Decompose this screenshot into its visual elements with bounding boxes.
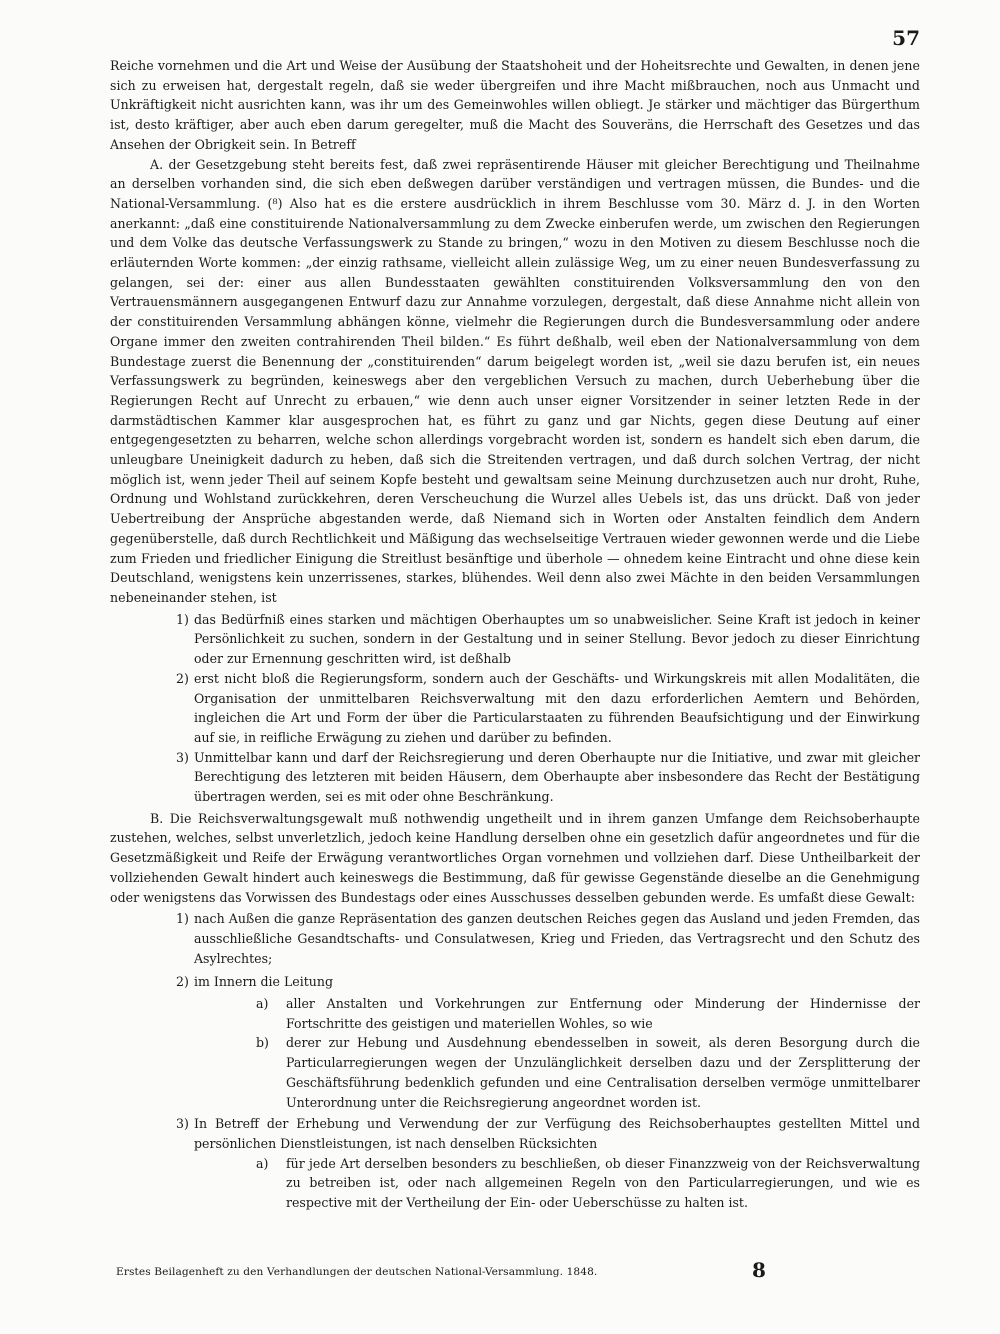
list-marker: a): [256, 1155, 269, 1171]
sublist-item: [110, 994, 920, 1033]
list-a: [110, 610, 920, 807]
list-marker: a): [256, 996, 269, 1012]
list-item: [110, 669, 920, 748]
list-item-text: Unmittelbar kann und darf der Reichsregierung und deren Oberhaupte nur die Initiative, und zwar mit gleicher Berechtigung des letzteren mit beiden Häusern, dem Oberhaupte aber insbesondere das Recht der Bestätigung übertragen werden, sei es mit oder ohne Beschränkung.: [194, 749, 920, 805]
paragraph-a-legislation: A. der Gesetzgebung steht bereits fest, daß zwei repräsentirende Häuser mit gleicher Berechtigung und Theilnahme an derselben vorhanden sind, die sich eben deßwegen darüber verständigen und vertragen müssen, die Bundes- und die National-Versammlung. (⁸) Also hat es die erstere ausdrücklich in ihrem Beschlusse vom 30. März d. J. in den Worten anerkannt: „daß eine constituirende Nationalversammlung zu dem Zwecke einberufen werde, um zwischen den Regierungen und dem Volke das deutsche Verfassungswerk zu Stande zu bringen,“ wozu in den Motiven zu diesem Beschlusse noch die erläuternden Worte kommen: „der einzig rathsame, vielleicht allein zulässige Weg, um zu einer neuen Bundesverfassung zu gelangen, sei der: einer aus allen Bundesstaaten gewählten constituirenden Volksversammlung den von den Vertrauensmännern ausgegangenen Entwurf dazu zur Annahme vorzulegen, dergestalt, daß diese Annahme nicht allein von der constituirenden Versammlung abhängen könne, vielmehr die Regierungen durch die Bundesversammlung oder andere Organe immer den zweiten contrahirenden Theil bilden.“ Es führt deßhalb, weil eben der Nationalversammlung von dem Bundestage zuerst die Benennung der „constituirenden“ darum beigelegt worden ist, „weil sie dazu berufen ist, ein neues Verfassungswerk zu begründen, keineswegs aber den vergeblichen Versuch zu machen, durch Ueberhebung über die Regierungen Recht auf Unrecht zu erbauen,“ wie denn auch unser eigner Vorsitzender in seiner letzten Rede in der darmstädtischen Kammer klar ausgesprochen hat, es führt zu ganz und gar Nichts, gegen diese Deutung auf einer entgegengesetzten zu beharren, welche schon allerdings vorgebracht worden ist, sondern es handelt sich eben darum, die unleugbare Uneinigkeit dadurch zu heben, daß sich die Streitenden vertragen, und daß durch solchen Vertrag, der nicht möglich ist, wenn jeder Theil auf seinem Kopfe besteht und gewaltsam seine Meinung durchzusetzen auch nur droht, Ruhe, Ordnung und Wohlstand zurückkehren, deren Verscheuchung die Wurzel alles Uebels ist, das uns drückt. Daß von jeder Uebertreibung der Ansprüche abgestanden werde, daß Niemand sich in Worten oder Anstalten feindlich dem Andern gegenüberstelle, daß durch Rechtlichkeit und Mäßigung das wechselseitige Vertrauen wieder gewonnen werde und die Liebe zum Frieden und friedlicher Einigung die Streitlust besänftige und überhole — ohnedem keine Eintracht und ohne diese kein Deutschland, wenigstens kein unzerrissenes, starkes, blühendes. Weil denn also zwei Mächte in den beiden Versammlungen nebeneinander stehen, ist: [110, 156, 920, 605]
list-marker: 1): [176, 611, 189, 627]
footer-source-note: Erstes Beilagenheft zu den Verhandlungen der deutschen National-Versammlung. 1848.: [116, 1266, 598, 1278]
list-marker: 3): [176, 1116, 189, 1132]
list-item: [110, 748, 920, 807]
list-item-text: aller Anstalten und Vorkehrungen zur Entfernung oder Minderung der Hindernisse der Fortschritte des geistigen und materiellen Wohles, so wie: [286, 996, 920, 1031]
list-item-text: derer zur Hebung und Ausdehnung ebendesselben in soweit, als deren Besorgung durch die Particularregierungen wegen der Unzulänglichkeit derselben dazu und der Zersplitterung der Geschäftsführung bedenklich gefunden und eine Centralisation derselben vermöge unmittelbarer Unterordnung unter die Reichsregierung angeordnet worden ist.: [286, 1035, 920, 1110]
list-item-text: im Innern die Leitung: [194, 974, 333, 990]
list-marker: 2): [176, 670, 189, 686]
list-marker: 1): [176, 911, 189, 927]
list-marker: 2): [176, 974, 189, 990]
list-marker: 3): [176, 749, 189, 765]
list-item-text: das Bedürfniß eines starken und mächtigen Oberhauptes um so unabweislicher. Seine Kraft ist jedoch in keiner Persönlichkeit zu suchen, sondern in der Gestaltung und in seiner Stellung. Bevor jedoch zu dieser Einrichtung oder zur Ernennung geschritten wird, ist deßhalb: [194, 611, 920, 667]
list-item: [110, 909, 920, 968]
sublist-item: [110, 1154, 920, 1213]
list-item: [110, 1114, 920, 1153]
list-item: [110, 610, 920, 669]
list-item: [110, 972, 920, 992]
paragraph-intro: Reiche vornehmen und die Art und Weise der Ausübung der Staatshoheit und der Hoheitsrechte und Gewalten, in denen jene sich zu erweisen hat, dergestalt regeln, daß sie weder übergreifen und ihre Macht mißbrauchen, noch aus Unmacht und Unkräftigkeit nicht ausrichten kann, was ihr um des Gemeinwohles willen obliegt. Je stärker und mächtiger das Bürgerthum ist, desto kräftiger, aber auch eben darum geregelter, muß die Macht des Souveräns, die Herrschaft des Gesetzes und das Ansehen der Obrigkeit sein. In Betreff: [110, 58, 920, 152]
list-item-text: nach Außen die ganze Repräsentation des ganzen deutschen Reiches gegen das Ausland und jeden Fremden, das ausschließliche Gesandtschafts- und Consulatwesen, Krieg und Frieden, das Vertragsrecht und den Schutz des Asylrechtes;: [194, 911, 920, 966]
paragraph-b-administration: B. Die Reichsverwaltungsgewalt muß nothwendig ungetheilt und in ihrem ganzen Umfange dem Reichsoberhaupte zustehen, welches, selbst unverletzlich, jedoch keine Handlung derselben ohne ein gesetzlich dafür angeordnetes und für die Gesetzmäßigkeit und Reife der Erwägung verantwortliches Organ vornehmen und vollziehen darf. Diese Untheilbarkeit der vollziehenden Gewalt hindert auch keineswegs die Bestimmung, daß für gewisse Gegenstände dieselbe an die Genehmigung oder wenigstens das Vorwissen des Bundestags oder eines Ausschusses desselben gebunden werde. Es umfaßt diese Gewalt:: [110, 810, 920, 905]
list-item-text: für jede Art derselben besonders zu beschließen, ob dieser Finanzzweig von der Reichsverwaltung zu betreiben ist, oder nach allgemeinen Regeln von den Particularregierungen, und wie es respective mit der Vertheilung der Ein- oder Ueberschüsse zu halten ist.: [286, 1155, 920, 1211]
signature-mark: 8: [752, 1258, 766, 1282]
list-marker: b): [256, 1035, 269, 1051]
list-b: [110, 909, 920, 1213]
list-item-text: In Betreff der Erhebung und Verwendung der zur Verfügung des Reichsoberhauptes gestellten Mittel und persönlichen Dienstleistungen, ist nach denselben Rücksichten: [194, 1116, 920, 1151]
document-body: [110, 56, 920, 1213]
list-item-text: erst nicht bloß die Regierungsform, sondern auch der Geschäfts- und Wirkungskreis mit allen Modalitäten, die Organisation der unmittelbaren Reichsverwaltung mit den dazu erforderlichen Aemtern und Behörden, ingleichen die Art und Form der über die Particularstaaten zu führenden Beaufsichtigung und der Einwirkung auf sie, in reifliche Erwägung zu ziehen und darüber zu befinden.: [194, 670, 920, 745]
sublist-item: [110, 1033, 920, 1112]
page-number: 57: [892, 26, 920, 50]
